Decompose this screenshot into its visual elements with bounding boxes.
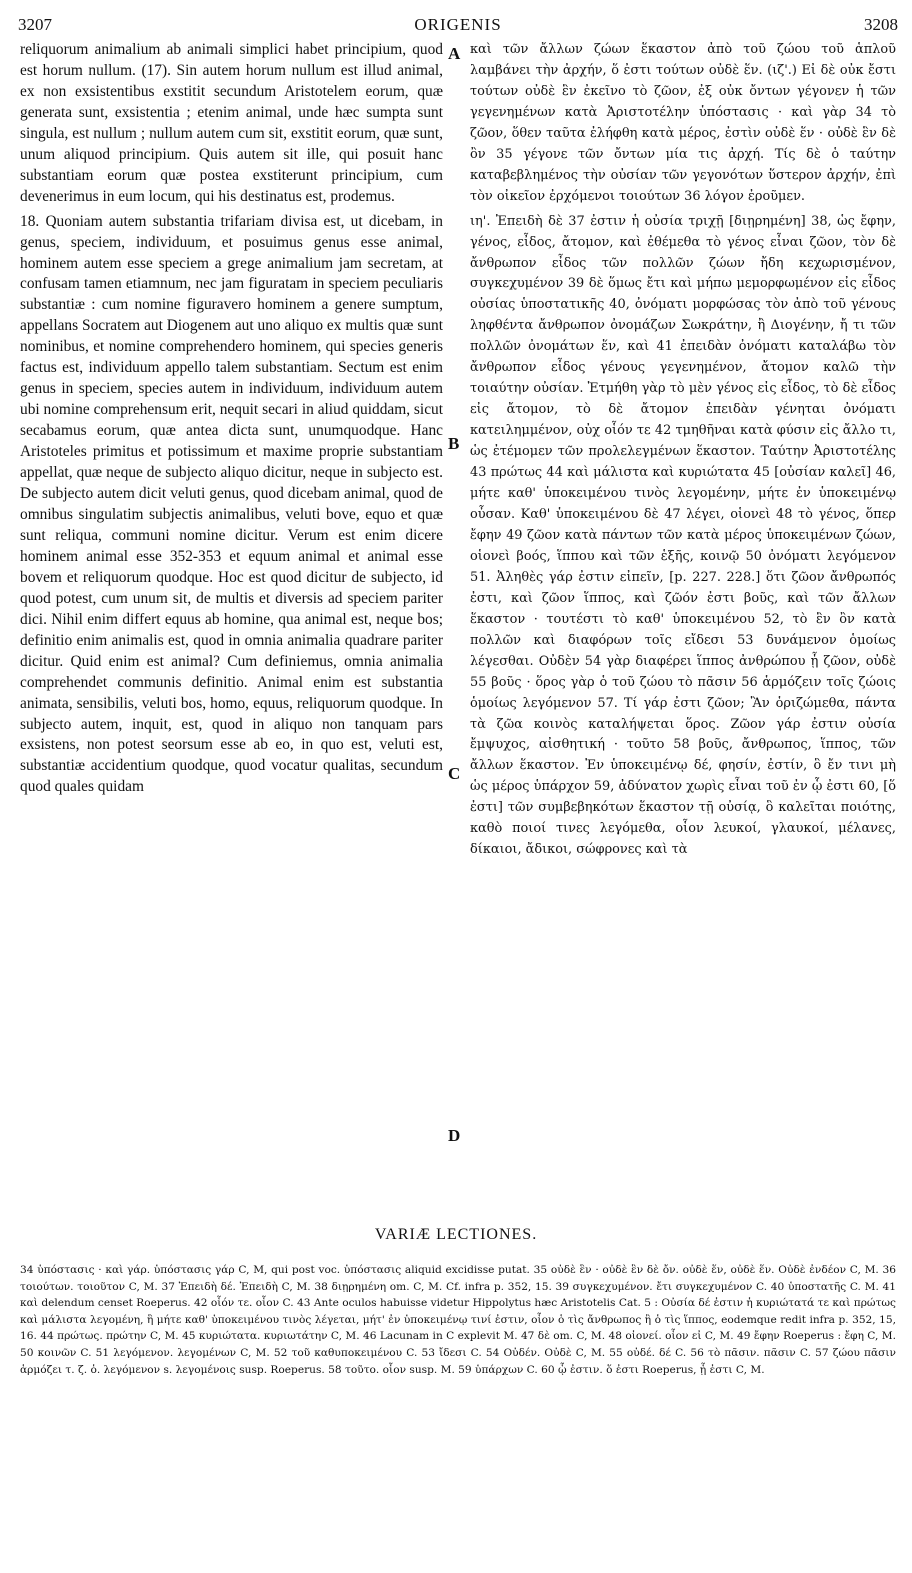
latin-paragraph-1: reliquorum animalium ab animali simplici habet principium, quod est horum nullum. (17). Sin autem horum nullum est illud animal, ex non exsistentibus exstitit secundum Aristotelem eorum, quæ generata sunt, exsistentia ; etenim animal, unde hæc sumpta sunt singula, est nullum ; nullum autem cum sit, exstitit eorum, quæ sunt, unum aliquod principium. Quis autem sit ille, qui posuit hanc substantiam eorum quæ postea exstiterunt principium, cum devenerimus in eum locum, qui his destinatus est, prodemus. [20, 41, 443, 205]
greek-paragraph-2: ιη'. Ἐπειδὴ δὲ 37 ἐστιν ἡ οὐσία τριχῇ [διῃρημένη] 38, ὡς ἔφην, γένος, εἶδος, ἄτομον, καὶ ἐθέμεθα τὸ γένος εἶναι ζῶον, τὸν δὲ ἄνθρωπον εἶδος τῶν πολλῶν ζώων ἤδη κεχωρισμένον, συγκεχυμένον 39 δὲ ὅμως ἔτι καὶ μήπω μεμορφωμένον εἰς εἶδος οὐσίας ὑποστατικῆς 40, ὀνόματι μορφώσας τὸν ἀπὸ τοῦ γένους ληφθέντα ἄνθρωπον ὀνομάζων Σωκράτην, ἢ Διογένην, ἤ τι τῶν πολλῶν ὀνομάτων ἕν, καὶ 41 ἐπειδὰν ὀνόματι καταλάβω τὸν ἄνθρωπον εἶδος γένους γεγενημένον, ἄτομον καλῶ τὴν τοιαύτην οὐσίαν. Ἐτμήθη γὰρ τὸ μὲν γένος εἰς εἶδος, τὸ δὲ εἶδος εἰς ἄτομον, τὸ δὲ ἄτομον ἐπειδὰν γένηται ὀνόματι κατειλημμένον, οὐχ οἷόν τε 42 τμηθῆναι κατὰ φύσιν εἰς ἄλλο τι, ὡς ἐτέμομεν τῶν προλελεγμένων ἕκαστον. Ταύτην Ἀριστοτέλης 43 πρώτως 44 καὶ μάλιστα καὶ κυριώτατα 45 [οὐσίαν καλεῖ] 46, μήτε καθ' ὑποκειμένου τινὸς λεγομένην, μήτε ἐν ὑποκειμένῳ οὖσαν. Καθ' ὑποκειμένου δὲ 47 λέγει, οἱονεὶ 48 τὸ γένος, ὅπερ ἔφην 49 ζῶον κατὰ πάντων τῶν κατὰ μέρος ὑποκειμένων ζώων, οἱονεὶ βοός, ἵππου καὶ τῶν ἑξῆς, κοινῷ 50 ὀνόματι λεγόμενον 51. Ἀληθὲς γάρ ἐστιν εἰπεῖν, [p. 227. 228.] ὅτι ζῶον ἄνθρωπός ἐστι, καὶ ζῶον ἵππος, καὶ ζῶόν ἐστι βοῦς, καὶ τῶν ἄλλων ἕκαστον · τουτέστι τὸ καθ' ὑποκειμένου 52, τὸ ἓν ὂν κατὰ πολλῶν καὶ διαφόρων τοῖς εἴδεσι 53 δυνάμενον ὁμοίως λέγεσθαι. Οὐδὲν 54 γὰρ διαφέρει ἵππος ἀνθρώπου ᾗ ζῶον, οὐδὲ 55 βοῦς · ὅρος γὰρ ὁ τοῦ ζώου τὸ πᾶσιν 56 ἁρμόζειν τοῖς ζώοις ὁμοίως λεγόμενον 57. Τί γάρ ἐστι ζῶον; Ἂν ὁριζώμεθα, πάντα τὰ ζῶα κοινὸς καταλήψεται ὅρος. Ζῶον γάρ ἐστιν οὐσία ἔμψυχος, αἰσθητική · τοῦτο 58 βοῦς, ἄνθρωπος, ἵππος, τῶν ἄλλων ἕκαστον. Ἐν ὑποκειμένῳ δέ, φησίν, ἐστίν, ὃ ἔν τινι μὴ ὡς μέρος ὑπάρχον 59, ἀδύνατον χωρὶς εἶναι τοῦ ἐν ᾧ ἐστι 60, [ὅ ἐστι] τῶν συμβεβηκότων ἕκαστον τῇ οὐσίᾳ, ὃ καλεῖται ποιότης, καθὸ ποιοί τινες λεγόμεθα, οἷον λευκοί, γλαυκοί, μέλανες, δίκαιοι, ἄδικοι, σώφρονες καὶ τὰ [470, 213, 896, 858]
variae-lectiones-notes [20, 1262, 896, 1378]
greek-paragraph-1: καὶ τῶν ἄλλων ζώων ἕκαστον ἀπὸ τοῦ ζώου τοῦ ἁπλοῦ λαμβάνει τὴν ἀρχήν, ὅ ἐστι τούτων οὐδὲ ἕν. (ιζ'.) Εἰ δὲ οὐκ ἔστι τούτων οὐδὲ ἓν ἐκεῖνο τὸ ζῶον, ἐξ οὐκ ὄντων γέγονεν ἡ τῶν γεγενημένων κατὰ Ἀριστοτέλην ὑπόστασις · καὶ γὰρ 34 τὸ ζῶον, ὅθεν ταῦτα ἐλήφθη κατὰ μέρος, ἐστὶν οὐδὲ ἕν · οὐδὲ ἓν δὲ ὂν 35 γέγονε τῶν ὄντων μία τις ἀρχή. Τίς δὲ ὁ ταύτην καταβεβλημένος τὴν οὐσίαν τῶν γεγονότων ὕστερον ἀρχήν, ἐπὶ τὸν οἰκεῖον ἐρχόμενοι τοιούτων 36 λόγον ἐροῦμεν. [470, 42, 896, 204]
page-header [18, 14, 898, 36]
latin-column [20, 40, 443, 1210]
greek-column [470, 40, 896, 1210]
left-page-number: 3207 [18, 15, 52, 34]
margin-marker-c: C [448, 764, 461, 783]
margin-marker-b: B [448, 434, 460, 453]
variae-lectiones-text: 34 ὑπόστασις · καὶ γάρ. ὑπόστασις γάρ C, M, qui post voc. ὑπόστασις aliquid excidisse putat. 35 οὐδὲ ἓν · οὐδὲ ἓν δὲ ὄν. οὐδὲ ἕν, οὐδὲ ἕν. Οὐδὲ ἐνδέον C, M. 36 τοιούτων. τοιοῦτον C, M. 37 Ἐπειδὴ δέ. Ἐπειδὴ C, M. 38 διῃρημένη om. C, M. Cf. infra p. 352, 15. 39 συγκεχυμένον. ἔτι συγκεχυμένον C. 40 ὑποστατῆς C. M. 41 καὶ delendum censet Roeperus. 42 οἷόν τε. οἷον C. 43 Ante oculos habuisse videtur Hippolytus hæc Aristotelis Cat. 5 : Οὐσία δέ ἐστιν ἡ κυριώτατά τε καὶ πρώτως καὶ μάλιστα λεγομένη, ἣ μήτε καθ' ὑποκειμένου τινὸς λέγεται, μήτ' ἐν ὑποκειμένῳ τινί ἐστιν, οἷον ὁ τὶς ἄνθρωπος ἢ ὁ τὶς ἵππος, eodemque redit infra p. 352, 15, 16. 44 πρώτως. πρώτην C, M. 45 κυριώτατα. κυριωτάτην C, M. 46 Lacunam in C explevit M. 47 δὲ om. C, M. 48 οἱονεί. οἷον εἰ C, M. 49 ἔφην Roeperus : ἔφη C, M. 50 κοινῶν C. 51 λεγόμενον. λεγομένων C, M. 52 τοῦ καθυποκειμένου C. 53 ἴδεσι C. 54 Οὐδέν. Οὐδὲ C, M. 55 οὐδέ. δέ C. 56 τὸ πᾶσιν. πᾶσιν C. 57 ζώου πᾶσιν ἁρμόζει τ. ζ. ὁ. λεγόμενον s. λεγομένοις susp. Roeperus. 58 τοῦτο. οἷον susp. M. 59 ὑπάρχων C. 60 ᾧ ἐστιν. ὅ ἐστι Roeperus, ᾗ ἐστι C, M. [20, 1264, 896, 1376]
margin-marker-d: D [448, 1126, 461, 1145]
margin-marker-a: A [448, 44, 461, 63]
right-page-number: 3208 [864, 15, 898, 34]
latin-paragraph-2: 18. Quoniam autem substantia trifariam divisa est, ut dicebam, in genus, speciem, individuum, et posuimus genus esse animal, hominem autem esse speciem a grege animalium jam secretam, at confusam tamen etiamnum, nec jam figuratam in speciem peculiaris substantiæ : cum nomine figuravero hominem a genere sumptum, appellans Socratem aut Diogenem aut uno aliquo ex multis quæ sunt nominibus, et nomine comprehendero hominem, qui species generis factus est, individuum appello talem substantiam. Sectum est enim genus in speciem, species autem in individuum, individuum autem ubi nomine comprehensum erit, nequit secari in aliud quiddam, sicut secabamus eorum, quæ antea dicta sunt, unumquodque. Hanc Aristoteles primitus et potissimum et maxime proprie substantiam appellat, quæ neque de subjecto aliquo dicitur, neque in subjecto est. De subjecto autem dicit veluti genus, quod dicebam animal, quod de omnibus singulatim subjectis animalibus, veluti bove, equo et quæ sunt reliqua, communi nomine dicitur. Verum est enim dicere hominem animal esse 352-353 et equum animal et animal esse bovem et reliquorum quodque. Hoc est quod dicitur de subjecto, id quod potest, cum unum sit, de multis et diversis ad speciem pariter dici. Nihil enim differt equus ab homine, qua animal est, neque bos; definitio enim animalis est, quod in omnia animalia quadrare pariter dicitur. Quid enim est animal? Cum definiemus, omnia animalia comprehendet communis definitio. Animal enim est substantia animata, sensibilis, veluti bos, homo, equus, reliquorum quodque. In subjecto autem, inquit, est, quod in aliquo non tanquam pars exsistens, non potest seorsum esse ab eo, in quo est, veluti est, substantiæ accidentium quodque, quod vocatur qualitas, secundum quod quales quidam [20, 212, 443, 796]
variae-lectiones-title: VARIÆ LECTIONES. [374, 1226, 538, 1243]
running-title: ORIGENIS [414, 15, 502, 34]
